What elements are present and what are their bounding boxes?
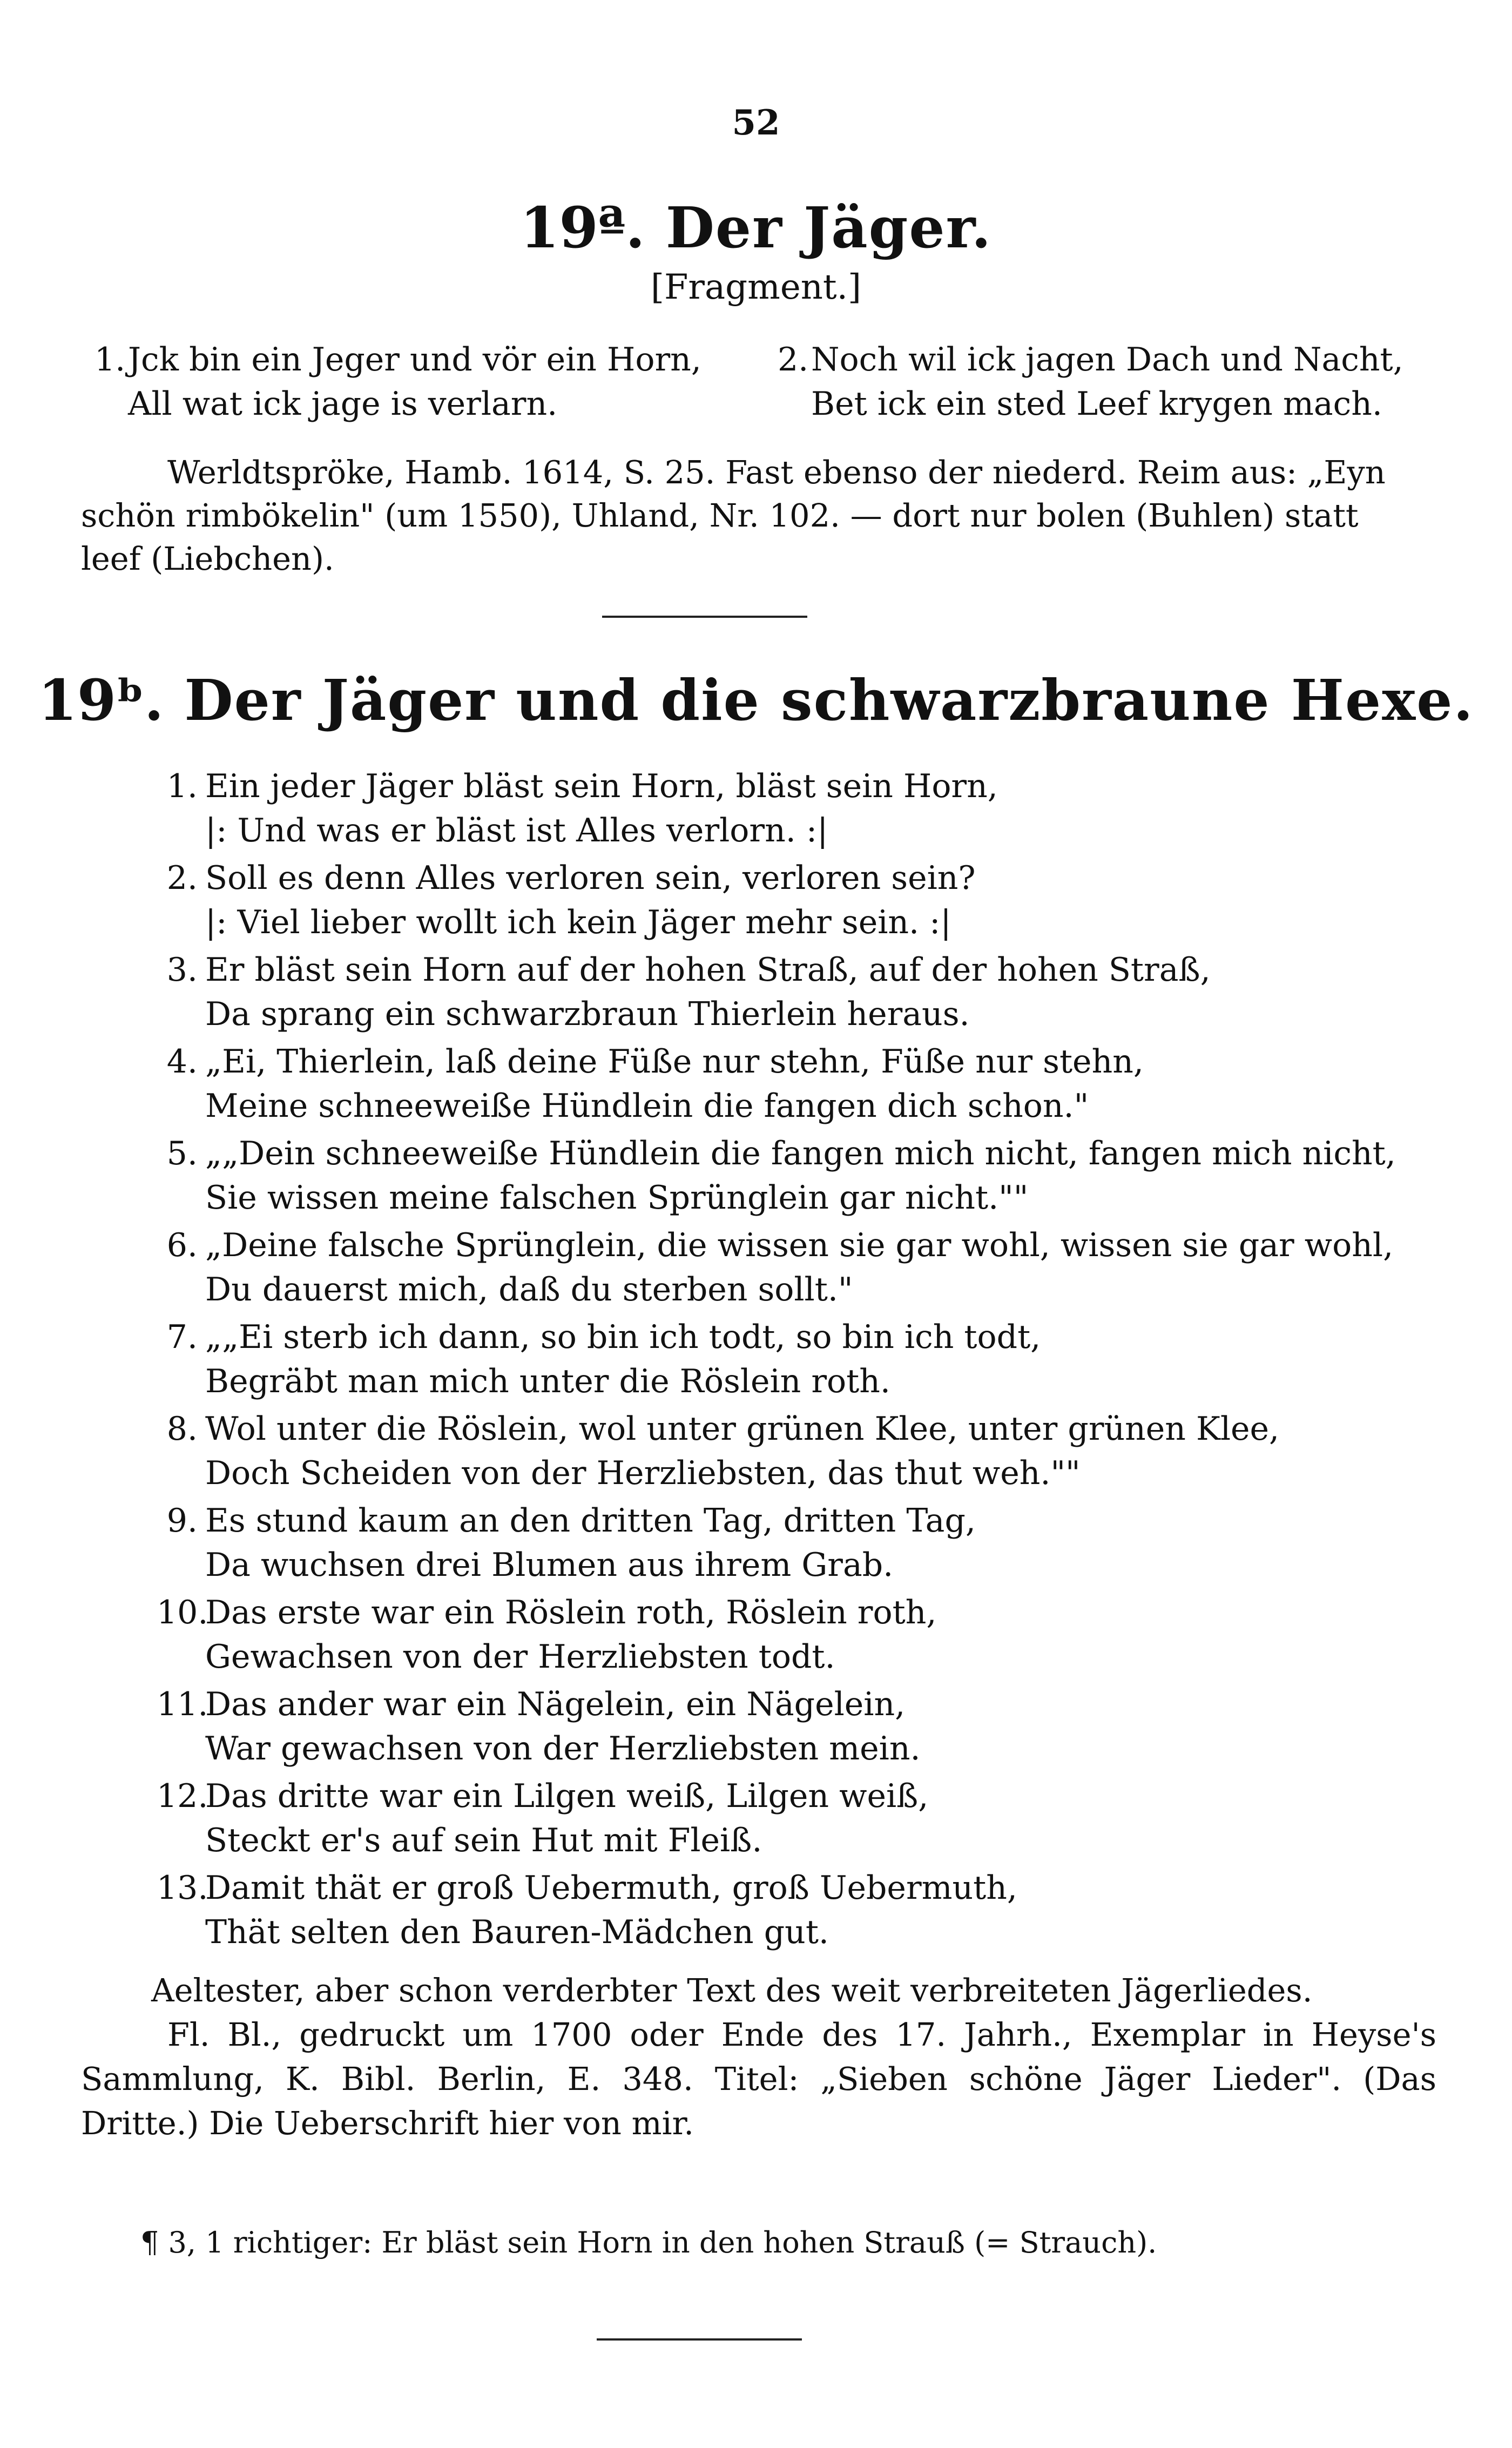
stanza	[157, 948, 1453, 1036]
stanza	[157, 1499, 1453, 1587]
stanza	[157, 1131, 1453, 1220]
stanza	[157, 764, 1453, 853]
note-line: Werldtspröke, Hamb. 1614, S. 25. Fast ebenso der niederd. Reim aus: „Eyn	[167, 454, 1386, 491]
verse-line: Sie wissen meine falschen Sprünglein gar nicht.""	[205, 1179, 1029, 1217]
stanza	[157, 1590, 1453, 1679]
verse-line: Doch Scheiden von der Herzliebsten, das thut weh.""	[205, 1454, 1081, 1492]
stanza-number: 13.	[157, 1869, 208, 1907]
verse-line: Da sprang ein schwarzbraun Thierlein heraus.	[205, 995, 970, 1033]
stanza	[157, 1315, 1453, 1404]
stanza	[157, 856, 1453, 945]
note-line: schön rimbökelin" (um 1550), Uhland, Nr. 102. — dort nur bolen (Buhlen) statt	[81, 497, 1359, 534]
stanza-number: 12.	[157, 1777, 208, 1815]
verse-line: Bet ick ein sted Leef krygen mach.	[811, 385, 1382, 423]
footnote: ¶ 3, 1 richtiger: Er bläst sein Horn in den hohen Strauß (= Strauch).	[140, 2226, 1157, 2260]
verse-line: „Ei, Thierlein, laß deine Füße nur stehn, Füße nur stehn,	[205, 1043, 1144, 1081]
verse-line: „„Dein schneeweiße Hündlein die fangen mich nicht, fangen mich nicht,	[205, 1135, 1396, 1172]
fragment-stanza-1	[94, 338, 701, 426]
stanza-number: 5.	[166, 1135, 198, 1172]
stanza	[157, 1682, 1453, 1771]
stanza-number: 1.	[94, 341, 126, 379]
verse-line: Gewachsen von der Herzliebsten todt.	[205, 1638, 835, 1676]
verse-line: Das ander war ein Nägelein, ein Nägelein,	[205, 1685, 906, 1723]
verse-line: „Deine falsche Sprünglein, die wissen sie gar wohl, wissen sie gar wohl,	[205, 1226, 1394, 1264]
stanza-number: 10.	[157, 1594, 208, 1631]
note-paragraph: Aeltester, aber schon verderbter Text des weit verbreiteten Jägerliedes.	[151, 1972, 1313, 2009]
verse-line: Steckt er's auf sein Hut mit Fleiß.	[205, 1822, 762, 1859]
section-a-heading: Der Jäger.	[665, 194, 993, 261]
fragment-stanza-2	[778, 338, 1403, 426]
verse-line: Ein jeder Jäger bläst sein Horn, bläst sein Horn,	[205, 767, 998, 805]
verse-line: All wat ick jage is verlarn.	[128, 385, 558, 423]
stanza-number: 6.	[166, 1226, 198, 1264]
verse-line: Noch wil ick jagen Dach und Nacht,	[811, 341, 1403, 379]
verse-line: Wol unter die Röslein, wol unter grünen Klee, unter grünen Klee,	[205, 1410, 1280, 1448]
section-a-subtitle: [Fragment.]	[651, 267, 861, 307]
verse-line: War gewachsen von der Herzliebsten mein.	[205, 1730, 921, 1768]
section-a-note	[81, 451, 1431, 581]
stanza-number: 11.	[157, 1685, 208, 1723]
section-b-title	[0, 667, 1512, 733]
verse-line: Da wuchsen drei Blumen aus ihrem Grab.	[205, 1546, 894, 1584]
stanza	[157, 1223, 1453, 1312]
verse-line: Du dauerst mich, daß du sterben sollt."	[205, 1271, 853, 1309]
stanza-number: 1.	[166, 767, 198, 805]
verse-line: Damit thät er groß Uebermuth, groß Uebermuth,	[205, 1869, 1017, 1907]
verse-line: Das erste war ein Röslein roth, Röslein roth,	[205, 1594, 937, 1631]
stanza-number: 7.	[166, 1318, 198, 1356]
stanza	[157, 1040, 1453, 1128]
verse-line: Das dritte war ein Lilgen weiß, Lilgen weiß,	[205, 1777, 929, 1815]
stanza	[157, 1774, 1453, 1863]
note-line: leef (Liebchen).	[81, 540, 334, 577]
verse-line: Es stund kaum an den dritten Tag, dritten Tag,	[205, 1502, 976, 1540]
verse-line: „„Ei sterb ich dann, so bin ich todt, so bin ich todt,	[205, 1318, 1041, 1356]
page-number: 52	[732, 103, 780, 143]
verse-line: Er bläst sein Horn auf der hohen Straß, auf der hohen Straß,	[205, 951, 1211, 989]
verse-line: Soll es denn Alles verloren sein, verloren sein?	[205, 859, 976, 897]
stanza-number: 9.	[166, 1502, 198, 1540]
section-a-title	[0, 194, 1512, 261]
section-b-number: 19ᵇ.	[38, 667, 164, 733]
stanza-number: 8.	[166, 1410, 198, 1448]
stanza-number: 3.	[166, 951, 198, 989]
stanza-number: 4.	[166, 1043, 198, 1081]
verse-line: Jck bin ein Jeger und vör ein Horn,	[128, 341, 701, 379]
verse-line: |: Viel lieber wollt ich kein Jäger mehr sein. :|	[205, 903, 951, 941]
stanza	[157, 1407, 1453, 1495]
section-b-note	[81, 1968, 1436, 2146]
section-a-number: 19ª.	[519, 194, 645, 261]
verse-line: Thät selten den Bauren-Mädchen gut.	[205, 1913, 829, 1951]
verse-line: |: Und was er bläst ist Alles verlorn. :|	[205, 812, 828, 849]
section-b-heading: Der Jäger und die schwarzbraune Hexe.	[184, 667, 1474, 733]
divider-rule	[597, 2338, 802, 2341]
stanza	[157, 1866, 1453, 1954]
stanza-number: 2.	[166, 859, 198, 897]
divider-rule	[602, 616, 807, 618]
stanza-number: 2.	[778, 341, 809, 379]
verse-line: Meine schneeweiße Hündlein die fangen dich schon."	[205, 1087, 1089, 1125]
verse-line: Begräbt man mich unter die Röslein roth.	[205, 1363, 890, 1400]
poem-stanzas	[157, 764, 1453, 1958]
note-paragraph: Fl. Bl., gedruckt um 1700 oder Ende des 17. Jahrh., Exemplar in Heyse's Sammlung, K. Bibl. Berlin, E. 348. Titel: „Sieben schöne Jäger Lieder". (Das Dritte.) Die Ueberschrift hier von mir.	[81, 2016, 1436, 2142]
